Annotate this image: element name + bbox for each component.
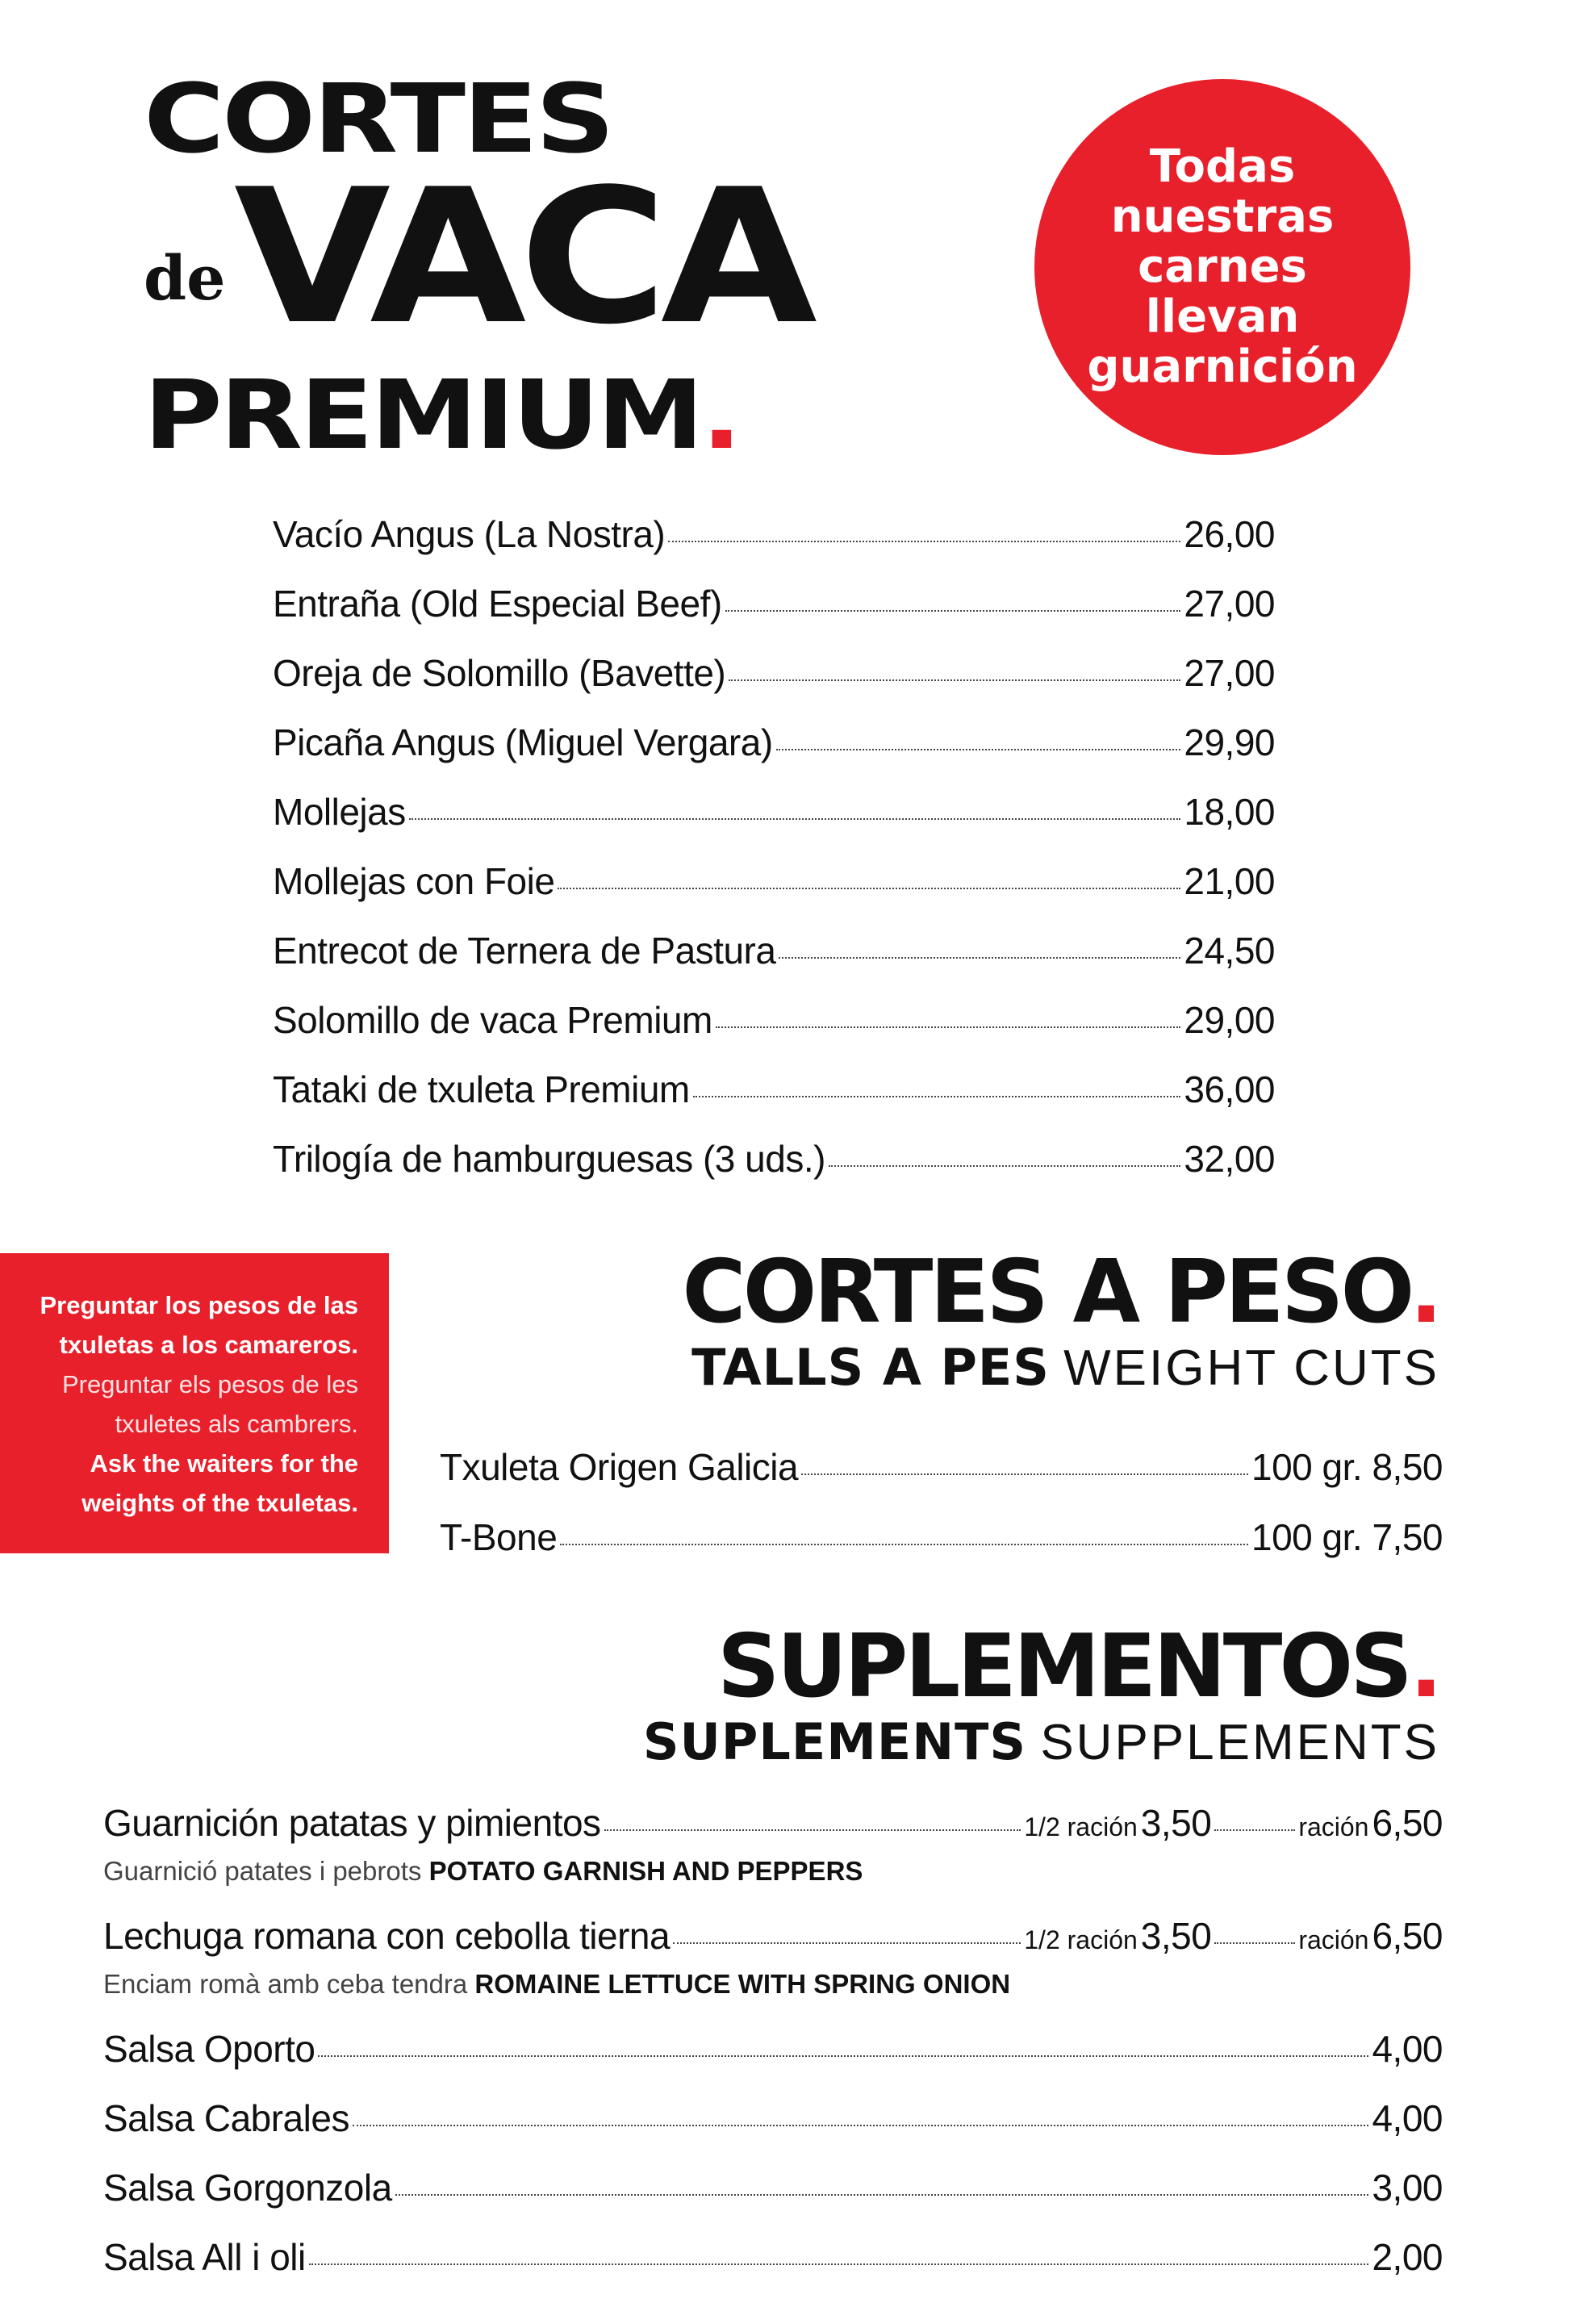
full-label: ración	[1298, 1812, 1369, 1841]
dot-leader	[801, 1473, 1248, 1475]
half-price: 3,50	[1140, 1802, 1212, 1844]
section-title-suplementos	[716, 1616, 1439, 1717]
item-name: Salsa All i oli	[103, 2236, 306, 2278]
subtitle-ca: SUPLEMENTS	[642, 1712, 1027, 1771]
item-price: 29,90	[1184, 721, 1275, 763]
subtitle-en: SUPPLEMENTS	[1040, 1715, 1439, 1770]
item-price: 26,00	[1184, 513, 1275, 555]
badge-line: guarnición	[1087, 341, 1358, 393]
dot-leader	[409, 818, 1181, 820]
full-price: 6,50	[1372, 1915, 1443, 1957]
item-name: Lechuga romana con cebolla tierna	[103, 1915, 671, 1957]
item-name: Entrecot de Ternera de Pastura	[273, 930, 776, 972]
dot-leader	[318, 2055, 1368, 2057]
menu-item	[273, 721, 1275, 764]
item-name: Txuleta Origen Galicia	[440, 1446, 799, 1488]
menu-item	[273, 859, 1275, 903]
sub-en: POTATO GARNISH AND PEPPERS	[428, 1856, 863, 1886]
menu-item	[440, 1515, 1443, 1559]
half-label: 1/2 ración	[1024, 1812, 1138, 1841]
note-ca: Preguntar els pesos de les txuletes als cambrers.	[61, 1370, 358, 1438]
item-name: Mollejas	[273, 791, 406, 833]
item-price: 32,00	[1184, 1138, 1275, 1180]
section-title-text: SUPLEMENTOS	[716, 1616, 1410, 1717]
item-price: 100 gr. 7,50	[1251, 1516, 1443, 1558]
sauce-item	[103, 2096, 1443, 2140]
item-name: Salsa Cabrales	[103, 2097, 349, 2139]
item-name: Salsa Oporto	[103, 2028, 315, 2070]
section-title-peso	[682, 1242, 1439, 1343]
item-price: 100 gr. 8,50	[1251, 1446, 1443, 1488]
item-price: 4,00	[1372, 2097, 1443, 2139]
item-name: Tataki de txuleta Premium	[273, 1068, 690, 1110]
item-price: 29,00	[1184, 999, 1275, 1041]
garnish-item	[103, 1801, 1443, 1845]
sub-ca: Enciam romà amb ceba tendra	[103, 1969, 468, 1999]
half-price: 3,50	[1140, 1915, 1212, 1957]
menu-item	[273, 929, 1275, 972]
badge-line: carnes	[1138, 240, 1307, 293]
item-name: T-Bone	[440, 1516, 558, 1558]
dot-leader	[309, 2263, 1369, 2265]
section-title-text: CORTES A PESO	[682, 1242, 1410, 1343]
item-price: 3,00	[1372, 2167, 1443, 2209]
menu-item	[273, 651, 1275, 695]
menu-item	[273, 998, 1275, 1042]
menu-item	[440, 1445, 1443, 1489]
garnish-item	[103, 1914, 1443, 1958]
sauce-item	[103, 2235, 1443, 2279]
badge-line: llevan	[1145, 290, 1300, 343]
item-name: Trilogía de hamburguesas (3 uds.)	[273, 1138, 825, 1180]
item-price: 2,00	[1372, 2236, 1443, 2278]
note-en: Ask the waiters for the weights of the txuletas.	[81, 1449, 358, 1517]
full-price: 6,50	[1372, 1802, 1443, 1844]
garnish-subline	[103, 1856, 863, 1887]
dot-leader	[1214, 1829, 1295, 1831]
badge-line: Todas	[1149, 140, 1296, 193]
subtitle-ca: TALLS A PES	[691, 1338, 1050, 1397]
title-vaca: VACA	[234, 150, 811, 366]
dot-leader	[353, 2125, 1369, 2126]
dot-leader	[729, 679, 1180, 681]
item-price: 27,00	[1184, 652, 1275, 694]
sub-en: ROMAINE LETTUCE WITH SPRING ONION	[474, 1969, 1011, 1999]
title-period: .	[701, 359, 740, 470]
dot-leader	[560, 1544, 1248, 1545]
title-period: .	[1409, 1616, 1439, 1717]
item-name: Guarnición patatas y pimientos	[103, 1802, 601, 1844]
section-subtitle-suplementos	[642, 1712, 1439, 1771]
dot-leader	[1214, 1942, 1295, 1944]
sub-ca: Guarnició patates i pebrots	[103, 1856, 422, 1886]
dot-leader	[668, 541, 1180, 542]
title-period: .	[1409, 1242, 1439, 1343]
sauce-item	[103, 2027, 1443, 2071]
garnish-badge	[1034, 79, 1410, 455]
title-cortes: CORTES	[144, 63, 612, 174]
dot-leader	[558, 888, 1180, 889]
item-name: Picaña Angus (Miguel Vergara)	[273, 721, 773, 763]
dot-leader	[604, 1829, 1021, 1831]
garnish-subline	[103, 1969, 1010, 2000]
sauce-item	[103, 2166, 1443, 2209]
item-name: Salsa Gorgonzola	[103, 2167, 392, 2209]
item-name: Oreja de Solomillo (Bavette)	[273, 652, 726, 694]
subtitle-en: WEIGHT CUTS	[1063, 1340, 1439, 1396]
dot-leader	[673, 1942, 1021, 1944]
full-label: ración	[1298, 1925, 1369, 1954]
menu-item	[273, 512, 1275, 556]
dot-leader	[693, 1096, 1181, 1097]
menu-item	[273, 790, 1275, 834]
dot-leader	[829, 1165, 1180, 1167]
dot-leader	[716, 1026, 1181, 1028]
dot-leader	[779, 957, 1180, 959]
dot-leader	[725, 610, 1181, 612]
item-price: 18,00	[1184, 791, 1275, 833]
item-price: 21,00	[1184, 860, 1275, 902]
dot-leader	[395, 2194, 1369, 2196]
item-price: 36,00	[1184, 1068, 1275, 1110]
menu-item	[273, 1068, 1275, 1111]
item-price: 24,50	[1184, 930, 1275, 972]
note-es: Preguntar los pesos de las txuletas a los camareros.	[40, 1291, 358, 1359]
dot-leader	[776, 749, 1181, 750]
item-name: Vacío Angus (La Nostra)	[273, 513, 666, 555]
item-price: 4,00	[1372, 2028, 1443, 2070]
item-name: Solomillo de vaca Premium	[273, 999, 712, 1041]
item-name: Entraña (Old Especial Beef)	[273, 583, 722, 625]
weights-note	[0, 1253, 389, 1553]
item-name: Mollejas con Foie	[273, 860, 555, 902]
title-premium	[144, 359, 740, 470]
menu-item	[273, 582, 1275, 625]
badge-line: nuestras	[1110, 190, 1335, 243]
title-de: de	[144, 242, 226, 314]
item-price: 27,00	[1184, 583, 1275, 625]
half-label: 1/2 ración	[1024, 1925, 1138, 1954]
menu-item	[273, 1137, 1275, 1181]
section-subtitle-peso	[691, 1338, 1439, 1397]
title-premium-text: PREMIUM	[144, 359, 702, 470]
